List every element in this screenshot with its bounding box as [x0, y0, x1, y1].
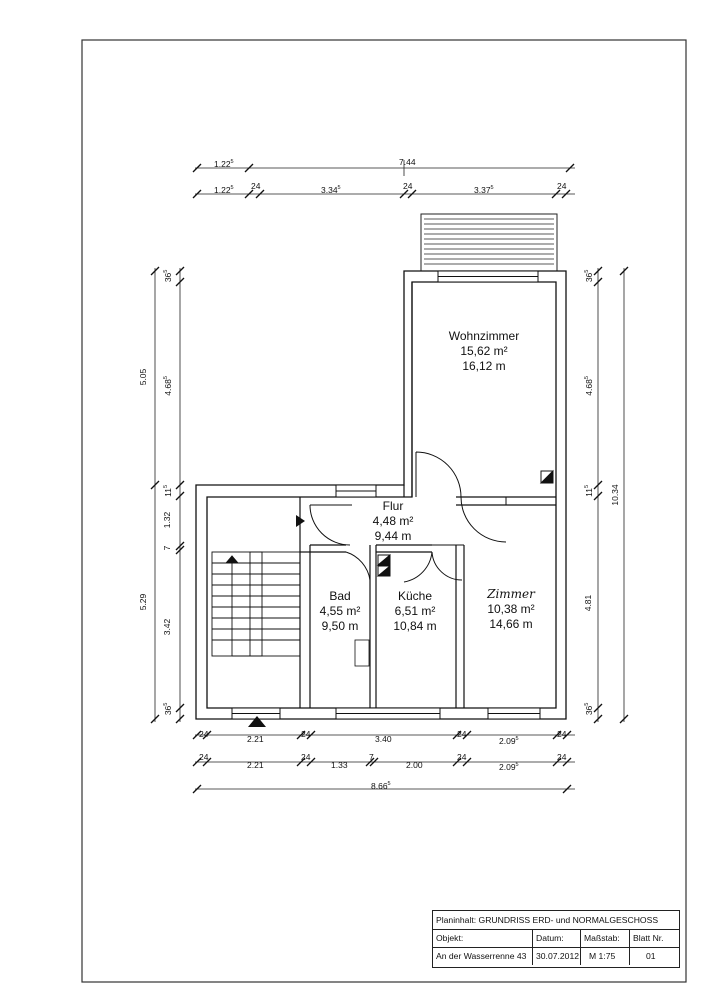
- dim-left-inner-b: 4.68$^5$: [162, 376, 173, 396]
- dim-top2-d: 24: [403, 181, 413, 191]
- dim-bottom2-c: 24: [301, 752, 311, 762]
- dim-bottom2-d: 1.33: [331, 760, 348, 770]
- dim-top1-b: 7.44: [399, 157, 416, 167]
- dim-top2-b: 24: [251, 181, 261, 191]
- dim-bottom3-total: 8.66$^5$: [371, 780, 391, 791]
- room-perimeter: 14,66 m: [489, 617, 533, 631]
- room-perimeter: 9,44 m: [374, 529, 412, 543]
- room-zimmer: [470, 587, 552, 632]
- room-area: 4,48 m²: [372, 514, 414, 528]
- room-kueche: [380, 589, 450, 634]
- title-block-row-values: [433, 947, 679, 965]
- blatt-label: Blatt Nr.: [629, 929, 679, 947]
- dim-bottom2-a: 24: [199, 752, 209, 762]
- dim-bottom2-g: 24: [457, 752, 467, 762]
- room-bad: [310, 589, 370, 634]
- room-area: 4,55 m²: [319, 604, 361, 618]
- balcony: [421, 214, 557, 271]
- room-perimeter: 9,50 m: [321, 619, 359, 633]
- kitchen-appliance: [355, 640, 369, 666]
- dim-right-inner-c: $11^5$: [583, 484, 594, 497]
- dim-left-inner-a: $36^5$: [162, 269, 173, 283]
- room-name: Zimmer: [487, 587, 535, 601]
- massstab-value: M 1:75: [580, 947, 635, 965]
- vent-shaft-icon: [541, 471, 553, 483]
- dim-bottom2-h: 2.09$^5$: [499, 761, 519, 772]
- dim-left-outer-a: 5.05: [138, 368, 148, 386]
- dim-right-inner-e: $36^5$: [583, 702, 594, 716]
- dim-right-outer-total: 10.34: [610, 484, 620, 506]
- room-perimeter: 16,12 m: [462, 359, 506, 373]
- dim-left-inner-f: 3.42: [162, 618, 172, 636]
- dim-bottom1-c: 24: [301, 729, 311, 739]
- dim-top2-a: 1.22$^5$: [214, 184, 234, 195]
- dim-right-inner-b: 4.68$^5$: [583, 376, 594, 396]
- chimney-icon: [378, 555, 390, 576]
- datum-value: 30.07.2012: [532, 947, 581, 965]
- title-block: [432, 910, 680, 968]
- dim-top2-f: 24: [557, 181, 567, 191]
- room-perimeter: 10,84 m: [393, 619, 437, 633]
- dim-bottom1-d: 3.40: [375, 734, 392, 744]
- planinhalt-text: Planinhalt: GRUNDRISS ERD- und NORMALGESCHOSS: [436, 915, 659, 925]
- dim-bottom2-e: 7: [369, 752, 374, 762]
- dim-top1-a: 1.22$^5$: [214, 158, 234, 169]
- dim-left-outer-b: 5.29: [138, 593, 148, 611]
- room-area: 10,38 m²: [487, 602, 535, 616]
- room-flur: [355, 499, 431, 544]
- dim-bottom1-e: 24: [457, 729, 467, 739]
- title-block-row-planinhalt: [433, 911, 679, 930]
- dim-left-inner-d: 1.32: [162, 511, 172, 529]
- room-name: Flur: [382, 499, 404, 513]
- objekt-value: An der Wasserrenne 43: [436, 951, 527, 961]
- room-name: Wohnzimmer: [448, 329, 520, 343]
- room-area: 6,51 m²: [394, 604, 436, 618]
- room-name: Küche: [397, 589, 433, 603]
- room-wohnzimmer: [434, 329, 534, 374]
- dim-top2-c: 3.34$^5$: [321, 184, 341, 195]
- staircase: [212, 552, 300, 656]
- dim-bottom1-a: 24: [199, 729, 209, 739]
- room-area: 15,62 m²: [460, 344, 508, 358]
- dim-left-inner-e: 7: [162, 545, 172, 551]
- objekt-label: Objekt:: [436, 933, 464, 943]
- dim-right-inner-d: 4.81: [583, 594, 593, 612]
- blatt-value: 01: [629, 947, 692, 965]
- dim-bottom2-b: 2.21: [247, 760, 264, 770]
- dim-left-inner-g: $36^5$: [162, 702, 173, 716]
- dim-bottom2-f: 2.00: [406, 760, 423, 770]
- dim-bottom1-g: 24: [557, 729, 567, 739]
- room-name: Bad: [329, 589, 351, 603]
- dim-top2-e: 3.37$^5$: [474, 184, 494, 195]
- dim-bottom1-f: 2.09$^5$: [499, 735, 519, 746]
- datum-label: Datum:: [532, 929, 580, 947]
- title-block-row-labels: [433, 929, 679, 948]
- dim-bottom1-b: 2.21: [247, 734, 264, 744]
- dim-left-inner-c: $11^5$: [162, 484, 173, 497]
- dim-bottom2-i: 24: [557, 752, 567, 762]
- dim-right-inner-a: $36^5$: [583, 269, 594, 283]
- massstab-label: Maßstab:: [580, 929, 628, 947]
